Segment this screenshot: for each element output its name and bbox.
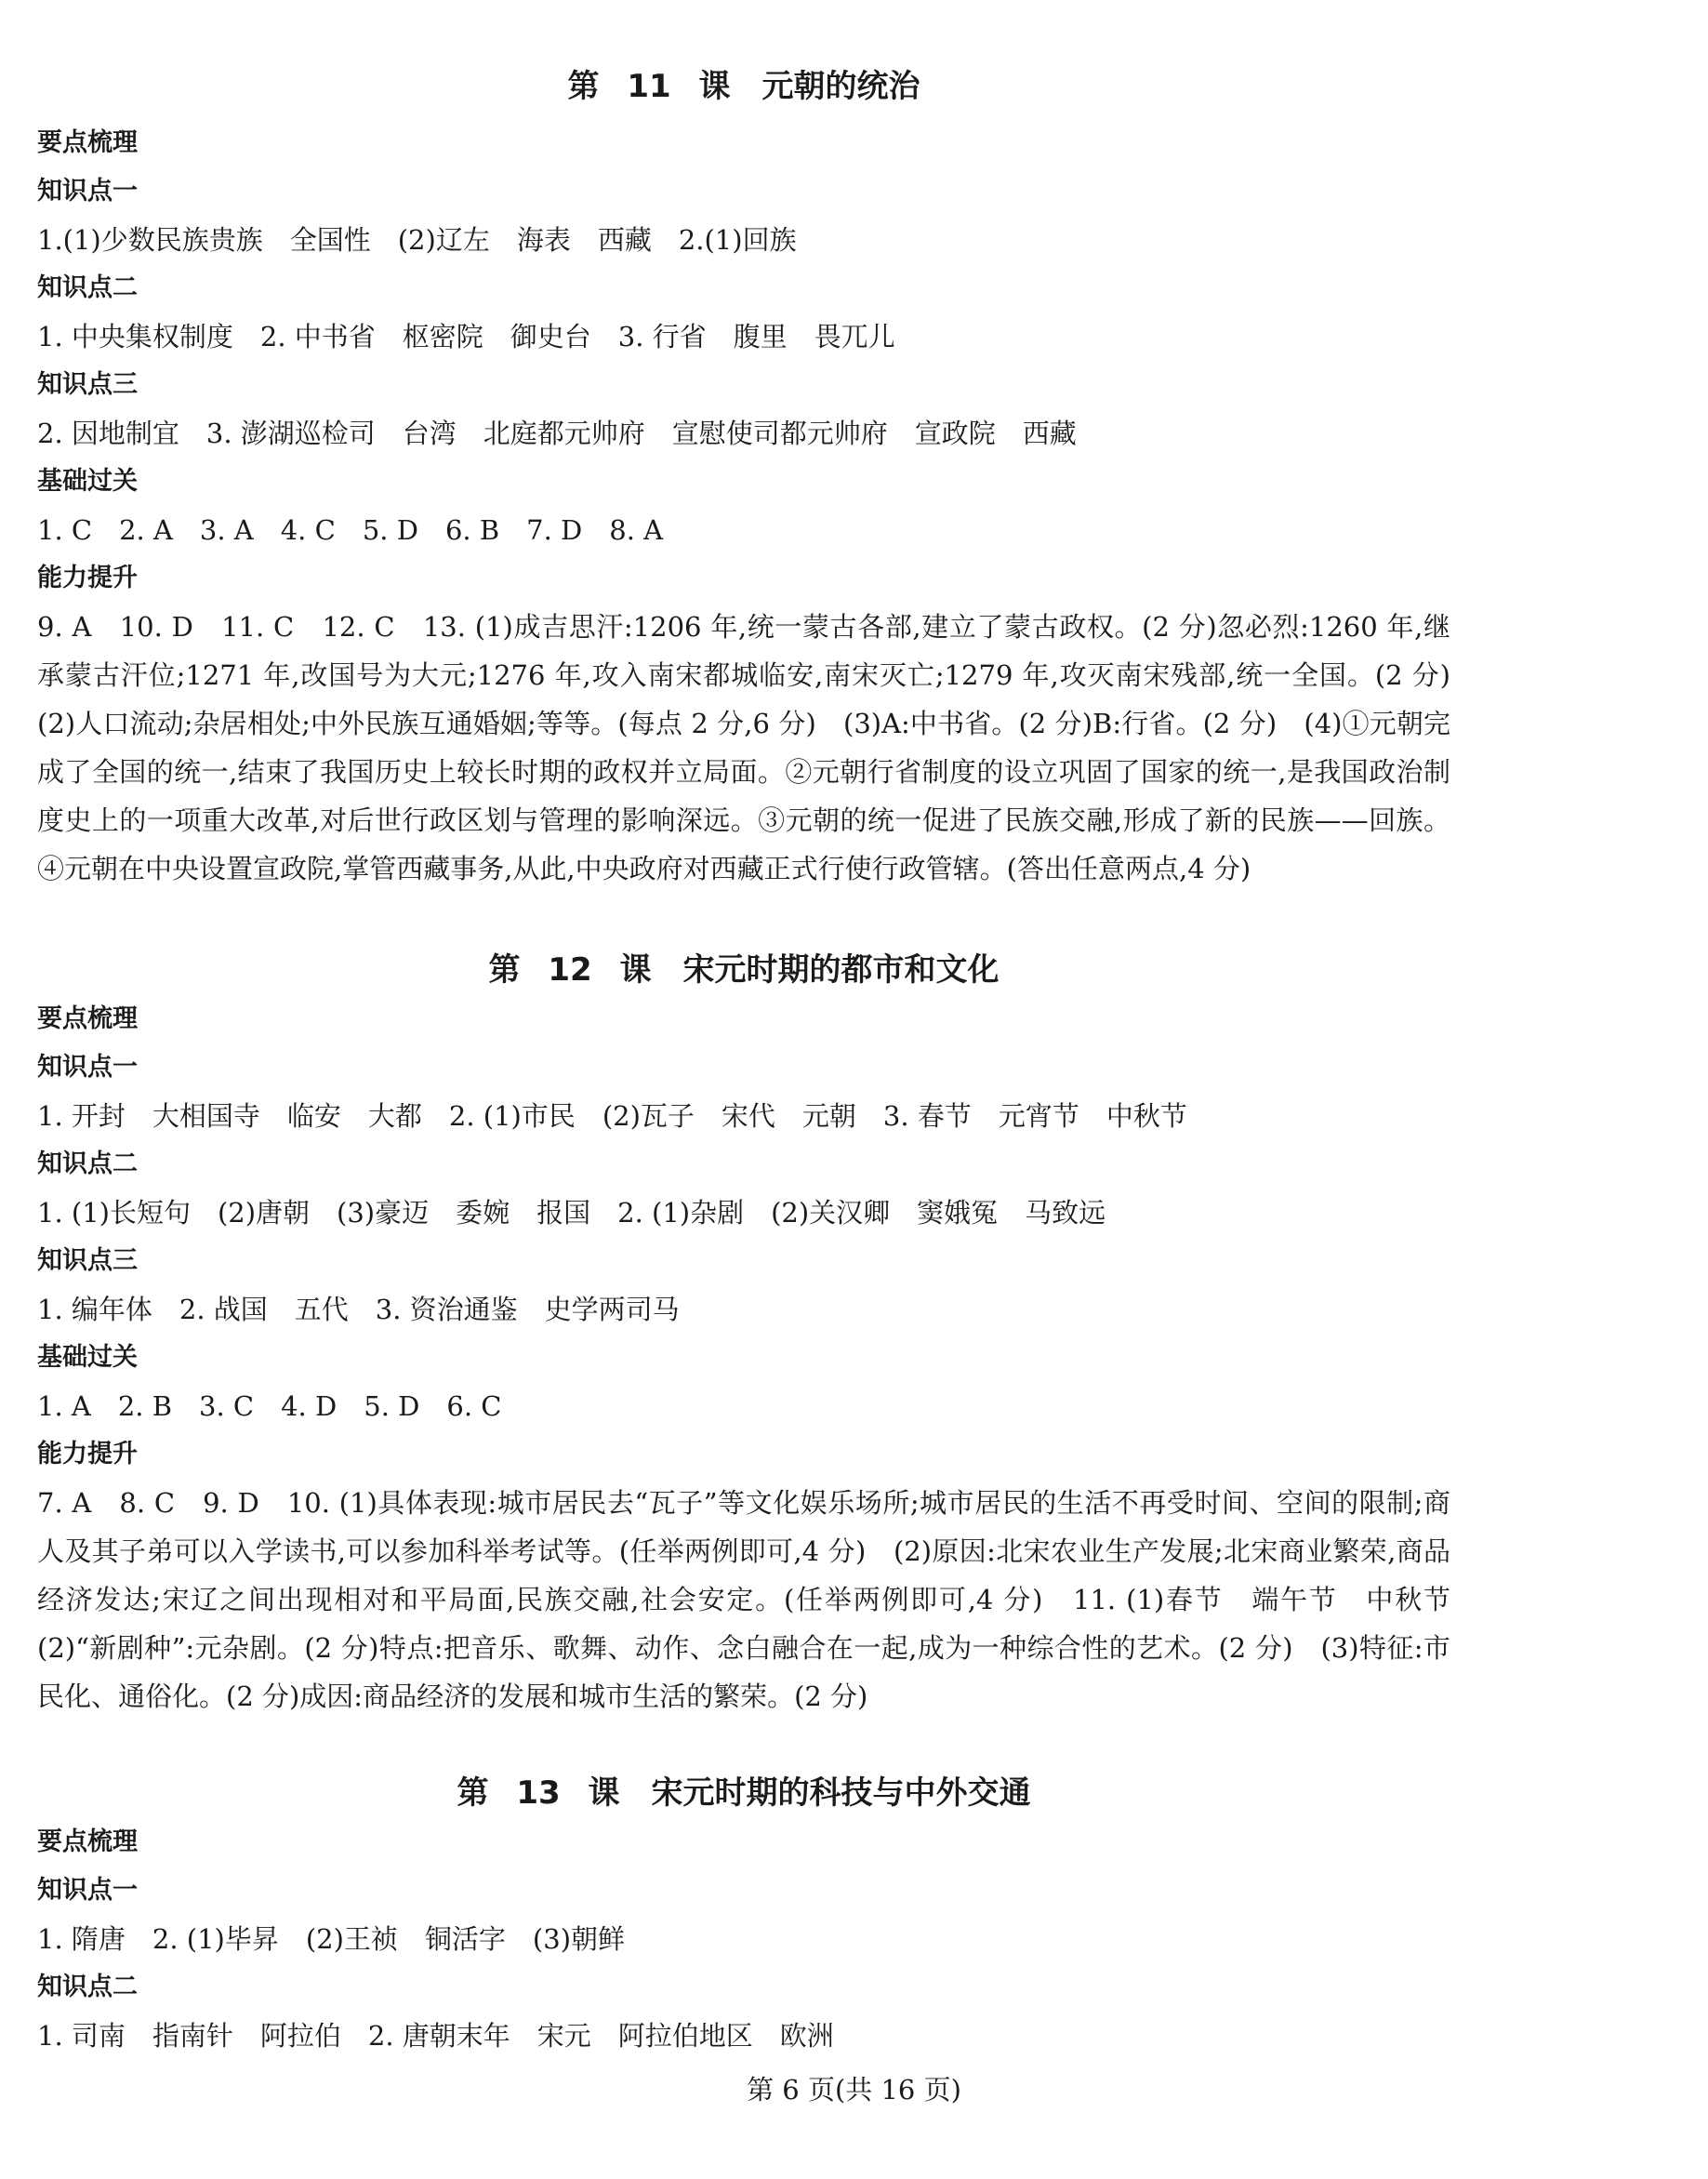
section-heading: 知识点二 — [37, 1973, 138, 2001]
section-heading: 基础过关 — [37, 1343, 138, 1372]
section-heading: 基础过关 — [37, 467, 138, 496]
answer-paragraph: 9. A 10. D 11. C 12. C 13. (1)成吉思汗:1206 年,统一蒙古各部,建立了蒙古政权。(2 分)忽必烈:1260 年,继承蒙古汗位;1271 年,改国号为大元;1276 年,攻入南宋都城临安,南宋灭亡;1279 年,攻灭南宋残部,统一全国。(2 分) (2)人口流动;杂居相处;中外民族互通婚姻;等等。(每点 2 分,6 分) (3)A:中书省。(2 分)B:行省。(2 分) (4)①元朝完成了全国的统一,结束了我国历史上较长时期的政权并立局面。②元朝行省制度的设立巩固了国家的统一,是我国政治制度史上的一项重大改革,对后世行政区划与管理的影响深远。③元朝的统一促进了民族交融,形成了新的民族——回族。④元朝在中央设置宣政院,掌管西藏事务,从此,中央政府对西藏正式行使行政管辖。(答出任意两点,4 分) — [37, 611, 1478, 884]
answer-line: 1. 开封 大相国寺 临安 大都 2. (1)市民 (2)瓦子 宋代 元朝 3. 春节 元宵节 中秋节 — [37, 1100, 1187, 1132]
section-heading: 要点梳理 — [37, 128, 138, 157]
section-heading: 知识点一 — [37, 1053, 138, 1082]
lesson-12 — [37, 949, 1477, 1721]
answer-line: 1. 司南 指南针 阿拉伯 2. 唐朝末年 宋元 阿拉伯地区 欧洲 — [37, 2020, 834, 2052]
lesson-11 — [37, 65, 1478, 893]
section-heading: 知识点一 — [37, 177, 138, 206]
lesson-title: 第 11 课 元朝的统治 — [567, 68, 920, 105]
section-heading: 知识点二 — [37, 273, 138, 302]
answer-line: 1. A 2. B 3. C 4. D 5. D 6. C — [37, 1390, 502, 1422]
page-number: 第 6 页(共 16 页) — [747, 2074, 961, 2106]
answer-line: 1. C 2. A 3. A 4. C 5. D 6. B 7. D 8. A — [37, 514, 664, 546]
answer-line: 1.(1)少数民族贵族 全国性 (2)辽左 海表 西藏 2.(1)回族 — [37, 224, 797, 256]
lesson-13 — [37, 1772, 1450, 2060]
answer-line: 1. 隋唐 2. (1)毕昇 (2)王祯 铜活字 (3)朝鲜 — [37, 1923, 626, 1955]
section-heading: 要点梳理 — [37, 1827, 138, 1856]
answer-line: 1. 编年体 2. 战国 五代 3. 资治通鉴 史学两司马 — [37, 1294, 680, 1325]
lesson-title: 第 13 课 宋元时期的科技与中外交通 — [457, 1774, 1031, 1812]
section-heading: 要点梳理 — [37, 1004, 138, 1033]
answer-paragraph: 7. A 8. C 9. D 10. (1)具体表现:城市居民去“瓦子”等文化娱乐场所;城市居民的生活不再受时间、空间的限制;商人及其子弟可以入学读书,可以参加科举考试等。(任举两例即可,4 分) (2)原因:北宋农业生产发展;北宋商业繁荣,商品经济发达;宋辽之间出现相对和平局面,民族交融,社会安定。(任举两例即可,4 分) 11. (1)春节 端午节 中秋节 (2)“新剧种”:元杂剧。(2 分)特点:把音乐、歌舞、动作、念白融合在一起,成为一种综合性的艺术。(2 分) (3)特征:市民化、通俗化。(2 分)成因:商品经济的发展和城市生活的繁荣。(2 分) — [37, 1487, 1477, 1712]
section-heading: 知识点一 — [37, 1876, 138, 1905]
section-heading: 能力提升 — [37, 1440, 138, 1468]
answer-line: 2. 因地制宜 3. 澎湖巡检司 台湾 北庭都元帅府 宣慰使司都元帅府 宣政院 西藏 — [37, 418, 1077, 449]
answer-line: 1. (1)长短句 (2)唐朝 (3)豪迈 委婉 报国 2. (1)杂剧 (2)关汉卿 窦娥冤 马致远 — [37, 1197, 1106, 1229]
answer-line: 1. 中央集权制度 2. 中书省 枢密院 御史台 3. 行省 腹里 畏兀儿 — [37, 321, 895, 352]
section-heading: 知识点三 — [37, 1246, 138, 1275]
section-heading: 知识点三 — [37, 370, 138, 399]
section-heading: 能力提升 — [37, 564, 138, 592]
lesson-title: 第 12 课 宋元时期的都市和文化 — [488, 951, 1000, 989]
section-heading: 知识点二 — [37, 1149, 138, 1178]
